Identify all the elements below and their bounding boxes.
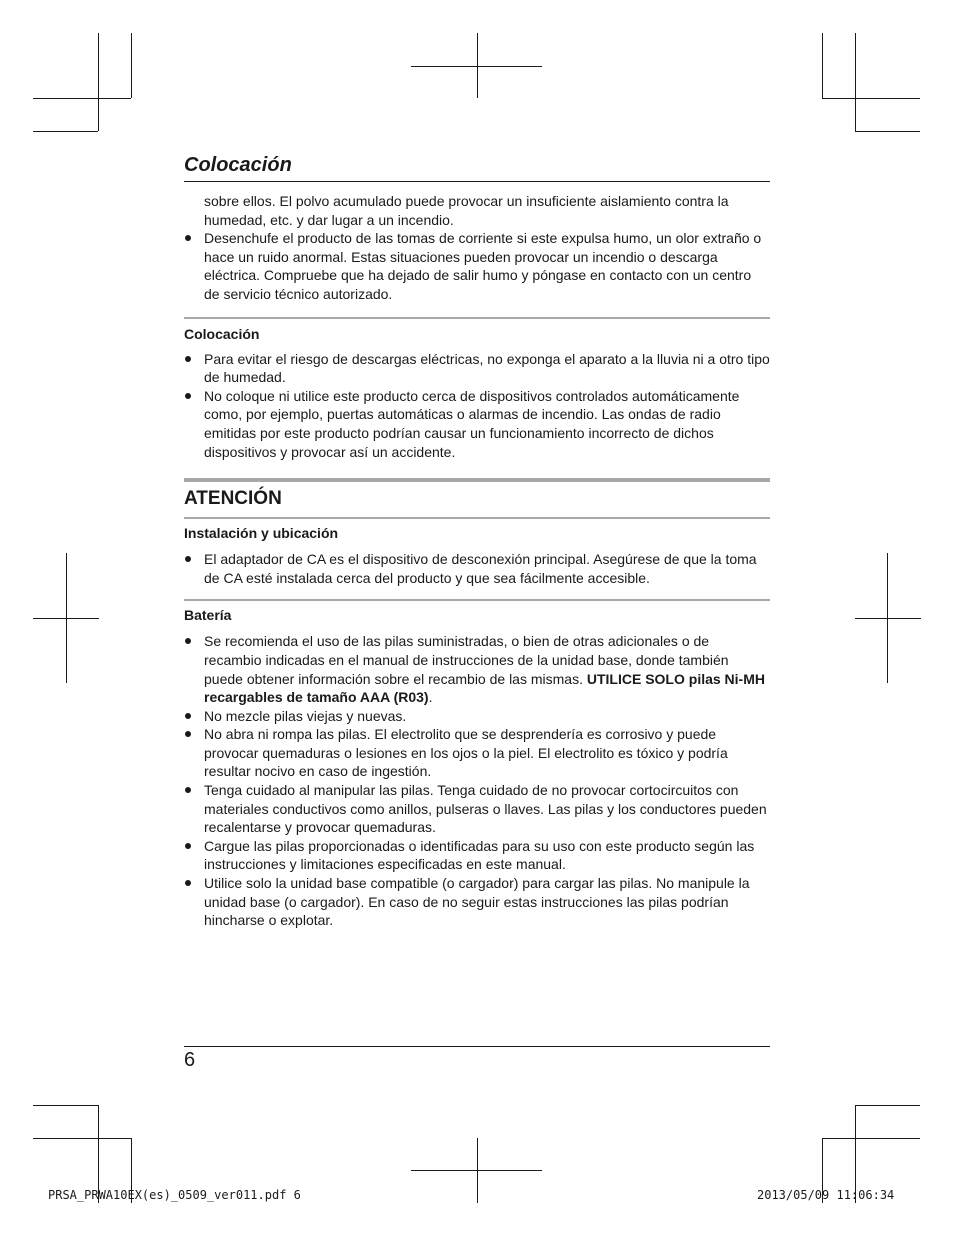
footer-rule (184, 1046, 770, 1047)
list-item-text-end: . (428, 689, 433, 706)
print-date-slug: 2013/05/09 11:06:34 (757, 1188, 895, 1202)
list-item-text: Utilice solo la unidad base compatible (o cargador) para cargar las pilas. No manipule la unidad base (o cargador). En caso de no seguir estas instrucciones las pilas podrían hincharse o explotar. (204, 875, 750, 929)
list-item (184, 725, 770, 781)
battery-list (184, 632, 770, 930)
list-item-bold-text: UTILICE SOLO pilas Ni-MH recargables de tamaño AAA (R03) (204, 670, 765, 706)
bullet-icon (185, 356, 191, 362)
bullet-icon (185, 638, 191, 644)
crop-mark (33, 1105, 98, 1106)
crop-mark (822, 98, 920, 99)
list-item-text: No abra ni rompa las pilas. El electrolito que se desprendería es corrosivo y puede provocar quemaduras o lesiones en los ojos o la piel. El electrolito es tóxico y podría resultar nocivo en caso de ingestión. (204, 726, 728, 780)
list-item (184, 229, 770, 303)
crop-mark (98, 33, 99, 131)
bullet-icon (185, 393, 191, 399)
attention-heading: ATENCIÓN (184, 488, 282, 510)
placement-heading: Colocación (184, 325, 260, 342)
crop-mark (33, 131, 98, 132)
crop-mark (855, 1105, 920, 1106)
list-item-text: No coloque ni utilice este producto cerca de dispositivos controlados automáticamente como, por ejemplo, puertas automáticas o alarmas de incendio. Las ondas de radio emitidas por este producto podrían causar un funcionamiento incorrecto de dichos dispositivos y provocar así un accidente. (204, 387, 740, 460)
installation-heading: Instalación y ubicación (184, 525, 339, 542)
crop-mark (822, 33, 823, 98)
list-item-text: Para evitar el riesgo de descargas eléctricas, no exponga el aparato a la lluvia ni a otro tipo de humedad. (204, 350, 770, 386)
bullet-icon (185, 235, 191, 241)
continued-text: sobre ellos. El polvo acumulado puede provocar un insuficiente aislamiento contra la humedad, etc. y dar lugar a un incendio. (204, 193, 729, 228)
list-item (184, 550, 770, 587)
list-item-text: No mezcle pilas viejas y nuevas. (204, 707, 407, 724)
crop-mark (855, 131, 920, 132)
crop-mark (131, 33, 132, 98)
page-number: 6 (184, 1049, 196, 1071)
list-item (184, 707, 770, 726)
registration-mark (477, 1138, 478, 1203)
installation-list (184, 550, 770, 587)
list-item (184, 350, 770, 387)
registration-mark (477, 33, 478, 98)
list-item-text: El adaptador de CA es el dispositivo de desconexión principal. Asegúrese de que la toma de CA esté instalada cerca del producto y que sea fácilmente accesible. (204, 551, 757, 586)
list-item (184, 874, 770, 930)
list-item (184, 632, 770, 706)
registration-mark (855, 618, 921, 619)
page-title: Colocación (184, 152, 770, 182)
bullet-icon (185, 556, 191, 562)
bullet-icon (185, 880, 191, 886)
list-item-text: Desenchufe el producto de las tomas de corriente si este expulsa humo, un olor extraño o hace un ruido anormal. Estas situaciones pueden provocar un incendio o descarga eléctrica. Compruebe que ha dejado de salir humo y póngase en contacto con un centro de servicio técnico autorizado. (204, 230, 762, 302)
list-item (184, 387, 770, 461)
crop-mark (855, 33, 856, 131)
list-item-text: Tenga cuidado al manipular las pilas. Tenga cuidado de no provocar cortocircuitos con materiales conductivos como anillos, pulseras o llaves. Las pilas y los conductores pueden recalentarse y provocar quemaduras. (204, 782, 767, 836)
bullet-icon (185, 731, 191, 737)
list-item-text: Se recomienda el uso de las pilas suministradas, o bien de otras adicionales o de recambio indicadas en el manual de instrucciones de la unidad base, donde también puede obtener información sobre el recambio de las mismas. (204, 633, 729, 687)
crop-mark (33, 98, 131, 99)
list-item (184, 837, 770, 874)
bullet-icon (185, 843, 191, 849)
list-item (184, 781, 770, 837)
page-content (184, 152, 770, 930)
registration-mark (66, 553, 67, 683)
bullet-icon (185, 713, 191, 719)
crop-mark (822, 1138, 920, 1139)
registration-mark (887, 553, 888, 683)
crop-mark (33, 1138, 131, 1139)
placement-list (184, 350, 770, 462)
bullet-icon (185, 787, 191, 793)
list-item-text: Cargue las pilas proporcionadas o identificadas para su uso con este producto según las instrucciones y limitaciones especificadas en este manual. (204, 837, 755, 873)
battery-heading: Batería (184, 607, 232, 624)
intro-list (184, 229, 770, 303)
print-file-slug: PRSA_PRWA10EX(es)_0509_ver011.pdf 6 (48, 1188, 301, 1202)
